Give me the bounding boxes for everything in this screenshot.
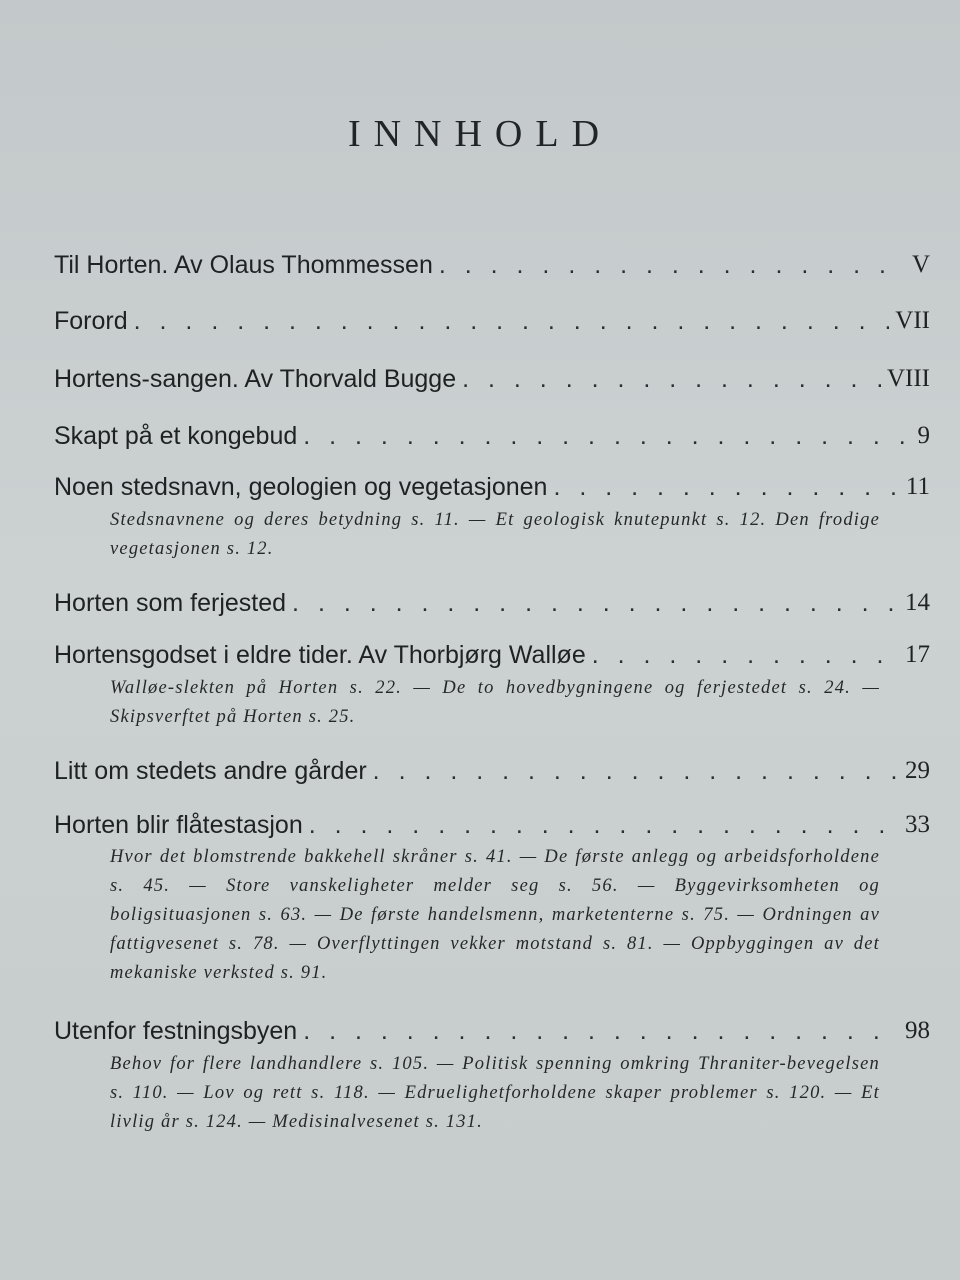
toc-entry-title: Horten som ferjested [54, 589, 287, 617]
toc-entry [54, 417, 930, 451]
toc-entry [54, 246, 930, 280]
toc-entry-page: 11 [905, 473, 930, 500]
leader-dots [303, 810, 899, 840]
leader-dots [297, 421, 911, 451]
leader-dots [286, 588, 899, 618]
leader-dots [586, 640, 899, 670]
toc-entry [54, 468, 930, 502]
toc-entry-title: Utenfor festningsbyen [54, 1017, 298, 1045]
toc-entry-title: Horten blir flåtestasjon [54, 811, 303, 839]
toc-entry-page: VII [895, 307, 930, 334]
toc-entry-subsections: Hvor det blomstrende bakkehell skråner s. 41. — De første anlegg og arbeidsforholdene s. 45. — Store vanskeligheter melder seg s. 56. — Byggevirksomheten og boligsituasjonen s. 63. — De første handelsmenn, marketenterne s. 75. — Ordningen av fattigvesenet s. 78. — Overflyttingen vekker motstand s. 81. — Oppbyggingen av det mekaniske verksted s. 91. [110, 847, 880, 983]
toc-entry-page: 9 [917, 422, 930, 449]
toc-entry [54, 806, 930, 840]
toc-entry-title: Til Horten. Av Olaus Thommessen [54, 251, 433, 279]
toc-entry [54, 636, 930, 670]
toc-entry-page: 14 [905, 589, 930, 616]
leader-dots [547, 472, 899, 502]
toc-entry-title: Noen stedsnavn, geologien og vegetasjonen [54, 473, 548, 501]
leader-dots [456, 364, 881, 394]
toc-entry-page: V [911, 251, 930, 278]
leader-dots [128, 306, 890, 336]
leader-dots [433, 250, 906, 280]
toc-entry-title: Litt om stedets andre gårder [54, 757, 367, 785]
toc-entry [54, 1012, 930, 1046]
toc-entry-page: 33 [905, 811, 930, 838]
toc-entry-page: 17 [905, 641, 930, 668]
toc-entry-title: Forord [54, 307, 128, 335]
toc-entry-title: Skapt på et kongebud [54, 422, 298, 450]
toc-entry-subsections: Behov for flere landhandlere s. 105. — Politisk spenning omkring Thraniter-bevegelsen s. 110. — Lov og rett s. 118. — Edruelighetforholdene skaper problemer s. 120. — Et livlig år s. 124. — Medisinalvesenet s. 131. [110, 1054, 880, 1132]
toc-entry-page: VIII [886, 365, 930, 392]
toc-entry-page: 98 [905, 1017, 930, 1044]
toc-entry-title: Hortens-sangen. Av Thorvald Bugge [54, 365, 457, 393]
toc-entry-subsections: Stedsnavnene og deres betydning s. 11. — Et geologisk knutepunkt s. 12. Den frodige vegetasjonen s. 12. [110, 510, 880, 559]
page-title: INNHOLD [347, 113, 613, 155]
toc-entry [54, 302, 930, 336]
toc-entry [54, 752, 930, 786]
leader-dots [367, 756, 899, 786]
leader-dots [297, 1016, 899, 1046]
toc-entry-subsections: Walløe-slekten på Horten s. 22. — De to hovedbygningene og ferjestedet s. 24. — Skipsverftet på Horten s. 25. [110, 678, 880, 727]
toc-entry-title: Hortensgodset i eldre tider. Av Thorbjørg Walløe [54, 641, 586, 669]
toc-entry-page: 29 [905, 757, 930, 784]
toc-entry [54, 584, 930, 618]
toc-entry [54, 360, 930, 394]
